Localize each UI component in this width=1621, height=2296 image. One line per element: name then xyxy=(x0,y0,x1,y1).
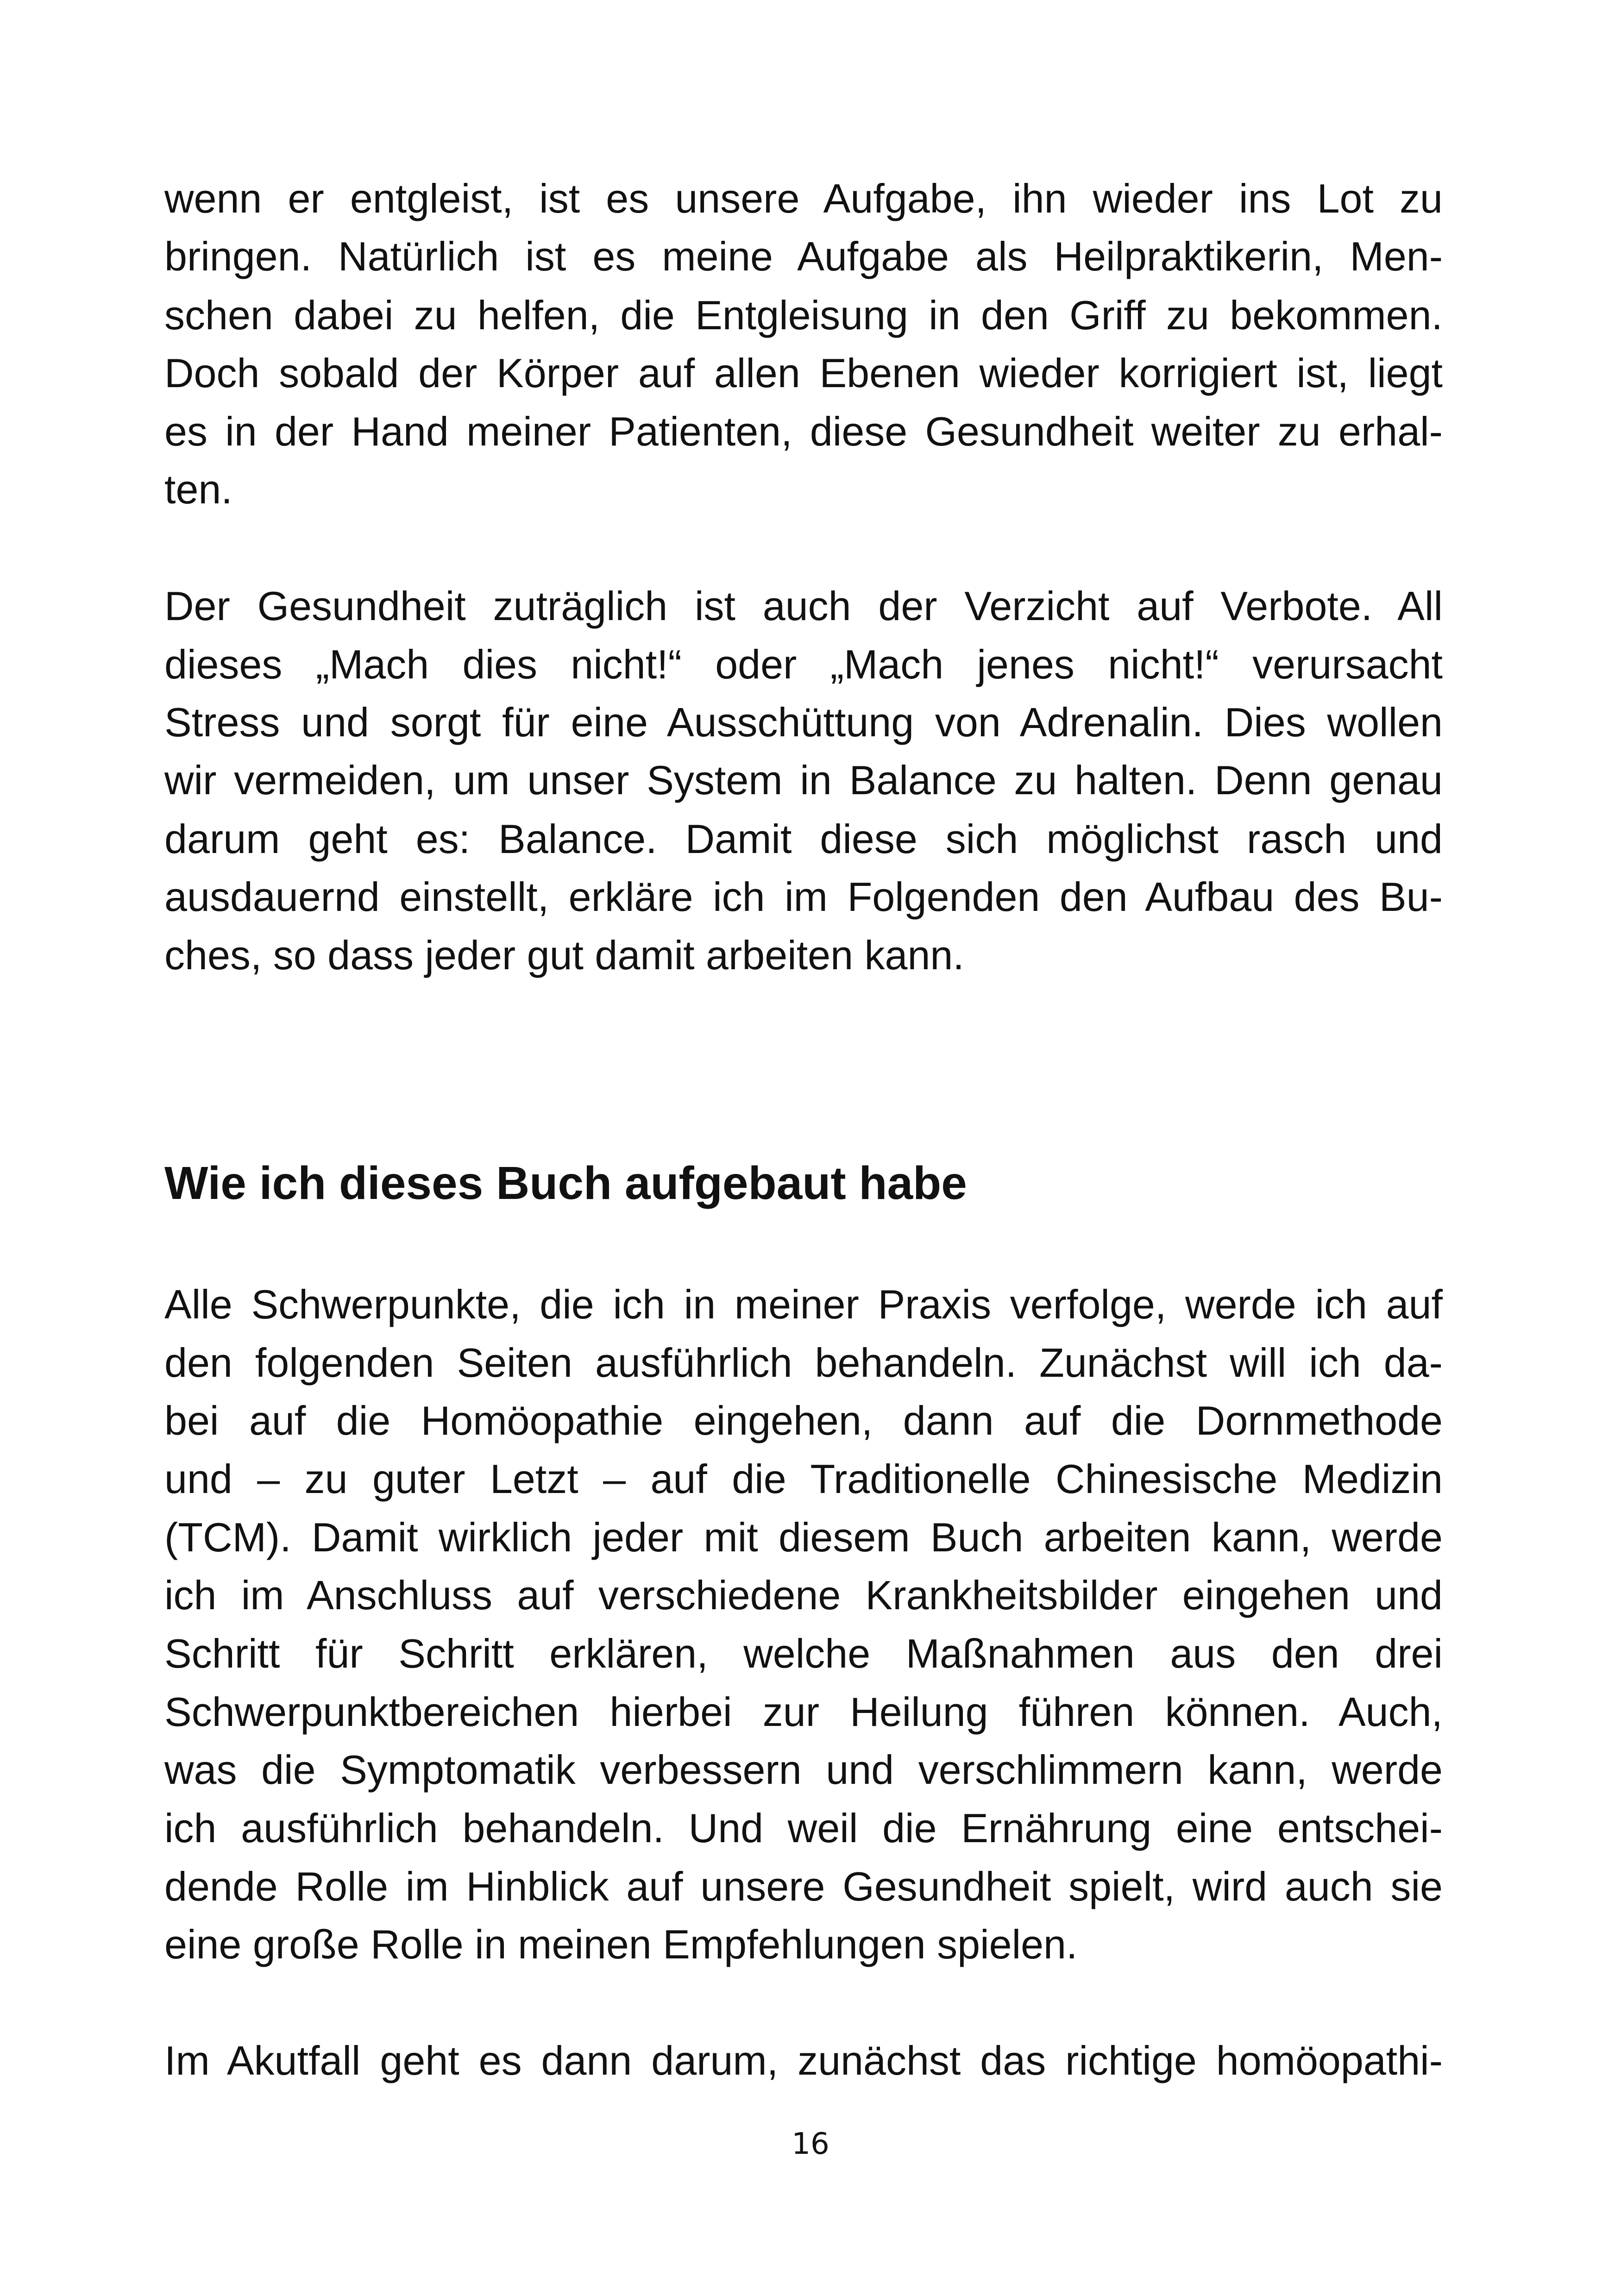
text-line: ich ausführlich behandeln. Und weil die Ernährung eine entschei- xyxy=(164,1805,1443,1851)
text-line: Der Gesundheit zuträglich ist auch der Verzicht auf Verbote. All xyxy=(164,583,1443,629)
text-line: Alle Schwerpunkte, die ich in meiner Praxis verfolge, werde ich auf xyxy=(164,1281,1443,1327)
text-line: (TCM). Damit wirklich jeder mit diesem Buch arbeiten kann, werde xyxy=(164,1514,1443,1560)
text-line: ten. xyxy=(164,466,232,512)
text-line: den folgenden Seiten ausführlich behandeln. Zunächst will ich da- xyxy=(164,1340,1443,1386)
text-line: Stress und sorgt für eine Ausschüttung von Adrenalin. Dies wollen xyxy=(164,699,1443,745)
text-line: ausdauernd einstellt, erkläre ich im Folgenden den Aufbau des Bu- xyxy=(164,874,1443,920)
text-line: es in der Hand meiner Patienten, diese Gesundheit weiter zu erhal- xyxy=(164,408,1443,454)
text-line: bei auf die Homöopathie eingehen, dann auf die Dornmethode xyxy=(164,1398,1443,1443)
text-line: dende Rolle im Hinblick auf unsere Gesundheit spielt, wird auch sie xyxy=(164,1863,1443,1909)
page-number: 16 xyxy=(792,2127,829,2161)
text-line: dieses „Mach dies nicht!“ oder „Mach jenes nicht!“ verursacht xyxy=(164,641,1443,687)
text-line: Schwerpunktbereichen hierbei zur Heilung führen können. Auch, xyxy=(164,1689,1443,1735)
text-line: schen dabei zu helfen, die Entgleisung in den Griff zu bekommen. xyxy=(164,292,1443,338)
section-heading: Wie ich dieses Buch aufgebaut habe xyxy=(164,1157,967,1209)
text-line: wenn er entgleist, ist es unsere Aufgabe, ihn wieder ins Lot zu xyxy=(164,176,1443,221)
text-line: Doch sobald der Körper auf allen Ebenen wieder korrigiert ist, liegt xyxy=(164,350,1443,396)
text-line: Im Akutfall geht es dann darum, zunächst das richtige homöopathi- xyxy=(164,2038,1443,2083)
text-line: wir vermeiden, um unser System in Balance zu halten. Denn genau xyxy=(164,757,1443,803)
text-line: ich im Anschluss auf verschiedene Krankheitsbilder eingehen und xyxy=(164,1572,1443,1618)
text-line: und – zu guter Letzt – auf die Traditionelle Chinesische Medizin xyxy=(164,1456,1443,1502)
text-line: Schritt für Schritt erklären, welche Maßnahmen aus den drei xyxy=(164,1631,1443,1676)
text-line: bringen. Natürlich ist es meine Aufgabe als Heilpraktikerin, Men- xyxy=(164,233,1443,279)
text-line: darum geht es: Balance. Damit diese sich möglichst rasch und xyxy=(164,816,1443,862)
text-line: ches, so dass jeder gut damit arbeiten kann. xyxy=(164,932,964,978)
text-line: was die Symptomatik verbessern und verschlimmern kann, werde xyxy=(164,1747,1443,1793)
text-line: eine große Rolle in meinen Empfehlungen spielen. xyxy=(164,1921,1078,1967)
